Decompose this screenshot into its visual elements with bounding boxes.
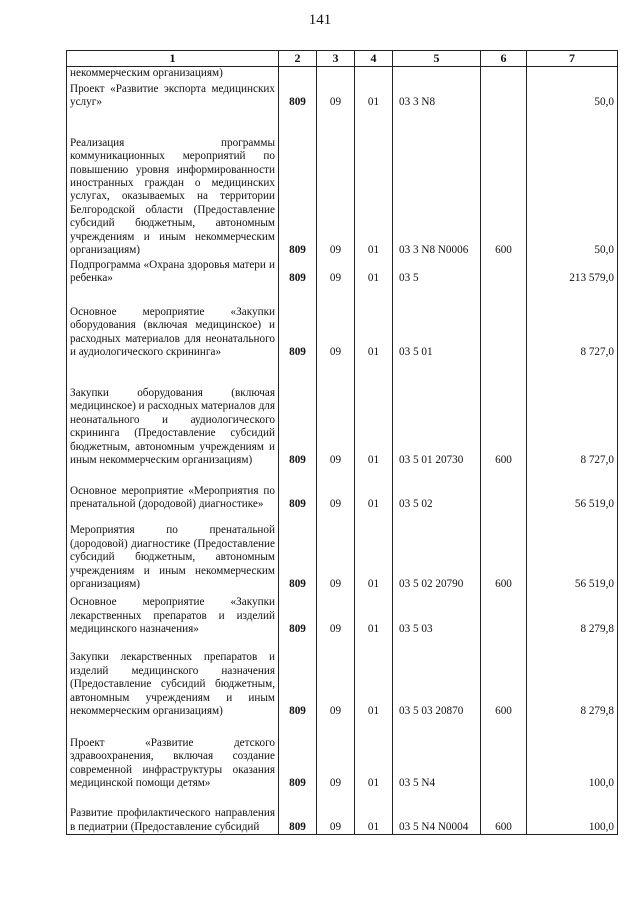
header-col-5: 5 — [393, 51, 481, 67]
table-row — [67, 468, 618, 512]
row-pr: 01 — [355, 81, 393, 110]
row-gr: 809 — [279, 360, 317, 468]
row-csr: 03 3 N8 N0006 — [393, 110, 481, 258]
row-vr: 600 — [481, 110, 527, 258]
row-vr: 600 — [481, 637, 527, 719]
row-sum: 56 519,0 — [527, 512, 618, 592]
row-csr: 03 5 01 20730 — [393, 360, 481, 468]
row-pr: 01 — [355, 258, 393, 286]
table-row — [67, 592, 618, 637]
row-sum: 8 727,0 — [527, 286, 618, 360]
table-row — [67, 360, 618, 468]
row-name: Основное мероприятие «Закупки оборудования (включая медицинское) и расходных материалов для неонатального и аудиологического скрининга» — [67, 286, 279, 360]
row-pr: 01 — [355, 637, 393, 719]
row-gr: 809 — [279, 258, 317, 286]
row-csr: 03 5 01 — [393, 286, 481, 360]
row-pr — [355, 67, 393, 81]
header-col-2: 2 — [279, 51, 317, 67]
row-gr: 809 — [279, 637, 317, 719]
row-rz: 09 — [317, 719, 355, 791]
row-pr: 01 — [355, 719, 393, 791]
row-csr: 03 5 03 20870 — [393, 637, 481, 719]
row-csr: 03 3 N8 — [393, 81, 481, 110]
row-rz: 09 — [317, 258, 355, 286]
header-row — [67, 51, 618, 67]
row-name: некоммерческим организациям) — [67, 67, 279, 81]
row-vr — [481, 719, 527, 791]
row-gr: 809 — [279, 286, 317, 360]
row-rz: 09 — [317, 468, 355, 512]
header-col-3: 3 — [317, 51, 355, 67]
row-csr: 03 5 03 — [393, 592, 481, 637]
row-sum: 56 519,0 — [527, 468, 618, 512]
row-rz: 09 — [317, 637, 355, 719]
row-csr: 03 5 02 — [393, 468, 481, 512]
row-rz: 09 — [317, 110, 355, 258]
row-vr — [481, 81, 527, 110]
row-rz: 09 — [317, 512, 355, 592]
row-rz: 09 — [317, 81, 355, 110]
row-pr: 01 — [355, 110, 393, 258]
row-gr: 809 — [279, 592, 317, 637]
row-csr: 03 5 02 20790 — [393, 512, 481, 592]
row-vr — [481, 286, 527, 360]
row-name: Развитие профилактического направления в педиатрии (Предоставление субсидий — [67, 791, 279, 835]
row-gr: 809 — [279, 81, 317, 110]
row-sum: 100,0 — [527, 719, 618, 791]
row-rz — [317, 67, 355, 81]
row-gr: 809 — [279, 110, 317, 258]
row-csr — [393, 67, 481, 81]
table-row — [67, 110, 618, 258]
row-pr: 01 — [355, 791, 393, 835]
row-sum: 100,0 — [527, 791, 618, 835]
row-gr: 809 — [279, 512, 317, 592]
row-rz: 09 — [317, 592, 355, 637]
row-name: Основное мероприятие «Мероприятия по пренатальной (дородовой) диагностике» — [67, 468, 279, 512]
row-sum: 8 279,8 — [527, 637, 618, 719]
row-rz: 09 — [317, 360, 355, 468]
row-sum: 8 727,0 — [527, 360, 618, 468]
row-pr: 01 — [355, 360, 393, 468]
table-row — [67, 637, 618, 719]
page-number: 141 — [308, 12, 332, 28]
row-csr: 03 5 N4 N0004 — [393, 791, 481, 835]
row-vr — [481, 258, 527, 286]
row-gr: 809 — [279, 468, 317, 512]
row-sum: 8 279,8 — [527, 592, 618, 637]
header-col-7: 7 — [527, 51, 618, 67]
header-col-4: 4 — [355, 51, 393, 67]
budget-table — [66, 50, 618, 835]
row-name: Проект «Развитие детского здравоохранения, включая создание современной инфраструктуры оказания медицинской помощи детям» — [67, 719, 279, 791]
row-name: Закупки оборудования (включая медицинское) и расходных материалов для неонатального и аудиологического скрининга (Предоставление субсидий бюджетным, автономным учреждениям и иным некоммерческим организациям) — [67, 360, 279, 468]
row-sum: 213 579,0 — [527, 258, 618, 286]
table-row — [67, 791, 618, 835]
row-name: Реализация программы коммуникационных мероприятий по повышению уровня информированности иностранных граждан о медицинских услугах, оказываемых на территории Белгородской области (Предоставление субсидий бюджетным, автономным учреждениям и иным некоммерческим организациям) — [67, 110, 279, 258]
table-row — [67, 286, 618, 360]
table-row — [67, 81, 618, 110]
row-vr: 600 — [481, 791, 527, 835]
row-name: Подпрограмма «Охрана здоровья матери и ребенка» — [67, 258, 279, 286]
row-vr — [481, 67, 527, 81]
table-row — [67, 512, 618, 592]
row-sum: 50,0 — [527, 81, 618, 110]
row-sum: 50,0 — [527, 110, 618, 258]
row-name: Закупки лекарственных препаратов и изделий медицинского назначения (Предоставление субсидий бюджетным, автономным учреждениям и иным некоммерческим организациям) — [67, 637, 279, 719]
row-pr: 01 — [355, 286, 393, 360]
header-col-1: 1 — [67, 51, 279, 67]
row-sum — [527, 67, 618, 81]
header-col-6: 6 — [481, 51, 527, 67]
row-pr: 01 — [355, 592, 393, 637]
row-vr: 600 — [481, 512, 527, 592]
row-name: Проект «Развитие экспорта медицинских услуг» — [67, 81, 279, 110]
row-vr: 600 — [481, 360, 527, 468]
row-csr: 03 5 N4 — [393, 719, 481, 791]
table-row — [67, 258, 618, 286]
row-vr — [481, 468, 527, 512]
row-rz: 09 — [317, 286, 355, 360]
row-csr: 03 5 — [393, 258, 481, 286]
table-row — [67, 719, 618, 791]
row-gr: 809 — [279, 719, 317, 791]
row-pr: 01 — [355, 468, 393, 512]
row-vr — [481, 592, 527, 637]
row-name: Мероприятия по пренатальной (дородовой) диагностике (Предоставление субсидий бюджетным, автономным учреждениям и иным некоммерческим организациям) — [67, 512, 279, 592]
row-name: Основное мероприятие «Закупки лекарственных препаратов и изделий медицинского назначения» — [67, 592, 279, 637]
row-gr — [279, 67, 317, 81]
row-gr: 809 — [279, 791, 317, 835]
row-rz: 09 — [317, 791, 355, 835]
row-pr: 01 — [355, 512, 393, 592]
table-row — [67, 67, 618, 81]
